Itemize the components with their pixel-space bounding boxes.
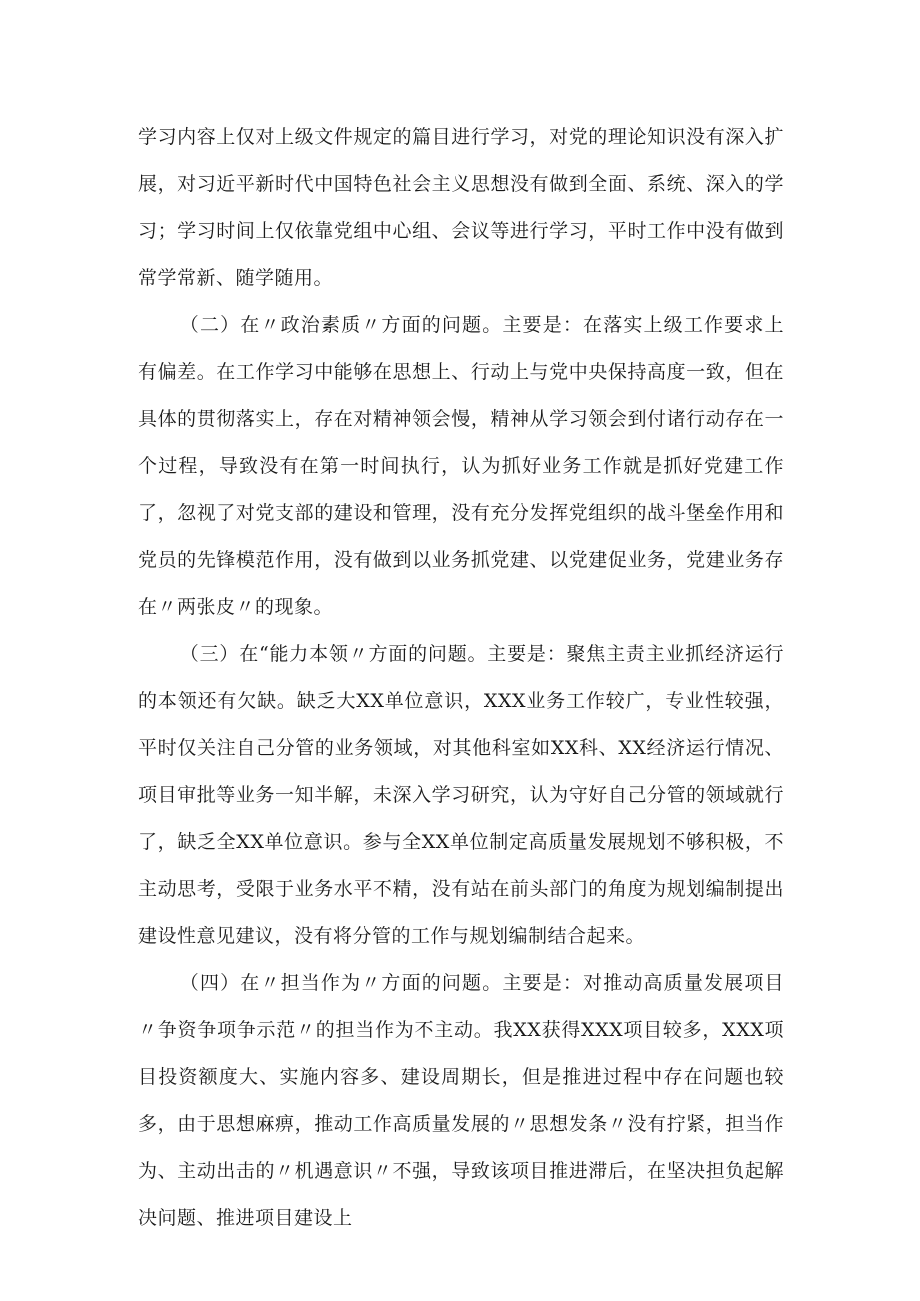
paragraph-ability: （三）在“能力本领〃方面的问题。主要是：聚焦主责主业抓经济运行的本领还有欠缺。缺乏大XX单位意识，XXX业务工作较广，专业性较强，平时仅关注自己分管的业务领域，对其他科室如XX科、XX经济运行情况、项目审批等业务一知半解，未深入学习研究，认为守好自己分管的领域就行了，缺乏全XX单位意识。参与全XX单位制定高质量发展规划不够积极，不主动思考，受限于业务水平不精，没有站在前头部门的角度为规划编制提出建设性意见建议，没有将分管的工作与规划编制结合起来。 bbox=[138, 643, 784, 947]
paragraph-political-quality: （二）在〃政治素质〃方面的问题。主要是：在落实上级工作要求上有偏差。在工作学习中能够在思想上、行动上与党中央保持高度一致，但在具体的贯彻落实上，存在对精神领会慢，精神从学习领会到付诸行动存在一个过程，导致没有在第一时间执行，认为抓好业务工作就是抓好党建工作了，忽视了对党支部的建设和管理，没有充分发挥党组织的战斗堡垒作用和党员的先锋模范作用，没有做到以业务抓党建、以党建促业务，党建业务存在〃两张皮〃的现象。 bbox=[138, 314, 784, 618]
paragraph-responsibility: （四）在〃担当作为〃方面的问题。主要是：对推动高质量发展项目〃争资争项争示范〃的担当作为不主动。我XX获得XXX项目较多，XXX项目投资额度大、实施内容多、建设周期长，但是推进过程中存在问题也较多，由于思想麻痹，推动工作高质量发展的〃思想发条〃没有拧紧，担当作为、主动出击的〃机遇意识〃不强，导致该项目推进滞后，在坚决担负起解决问题、推进项目建设上 bbox=[138, 972, 784, 1229]
paragraph-study-continuation: 学习内容上仅对上级文件规定的篇目进行学习，对党的理论知识没有深入扩展，对习近平新时代中国特色社会主义思想没有做到全面、系统、深入的学习；学习时间上仅依靠党组中心组、会议等进行学习，平时工作中没有做到常学常新、随学随用。 bbox=[138, 126, 784, 289]
document-body bbox=[138, 114, 784, 1242]
